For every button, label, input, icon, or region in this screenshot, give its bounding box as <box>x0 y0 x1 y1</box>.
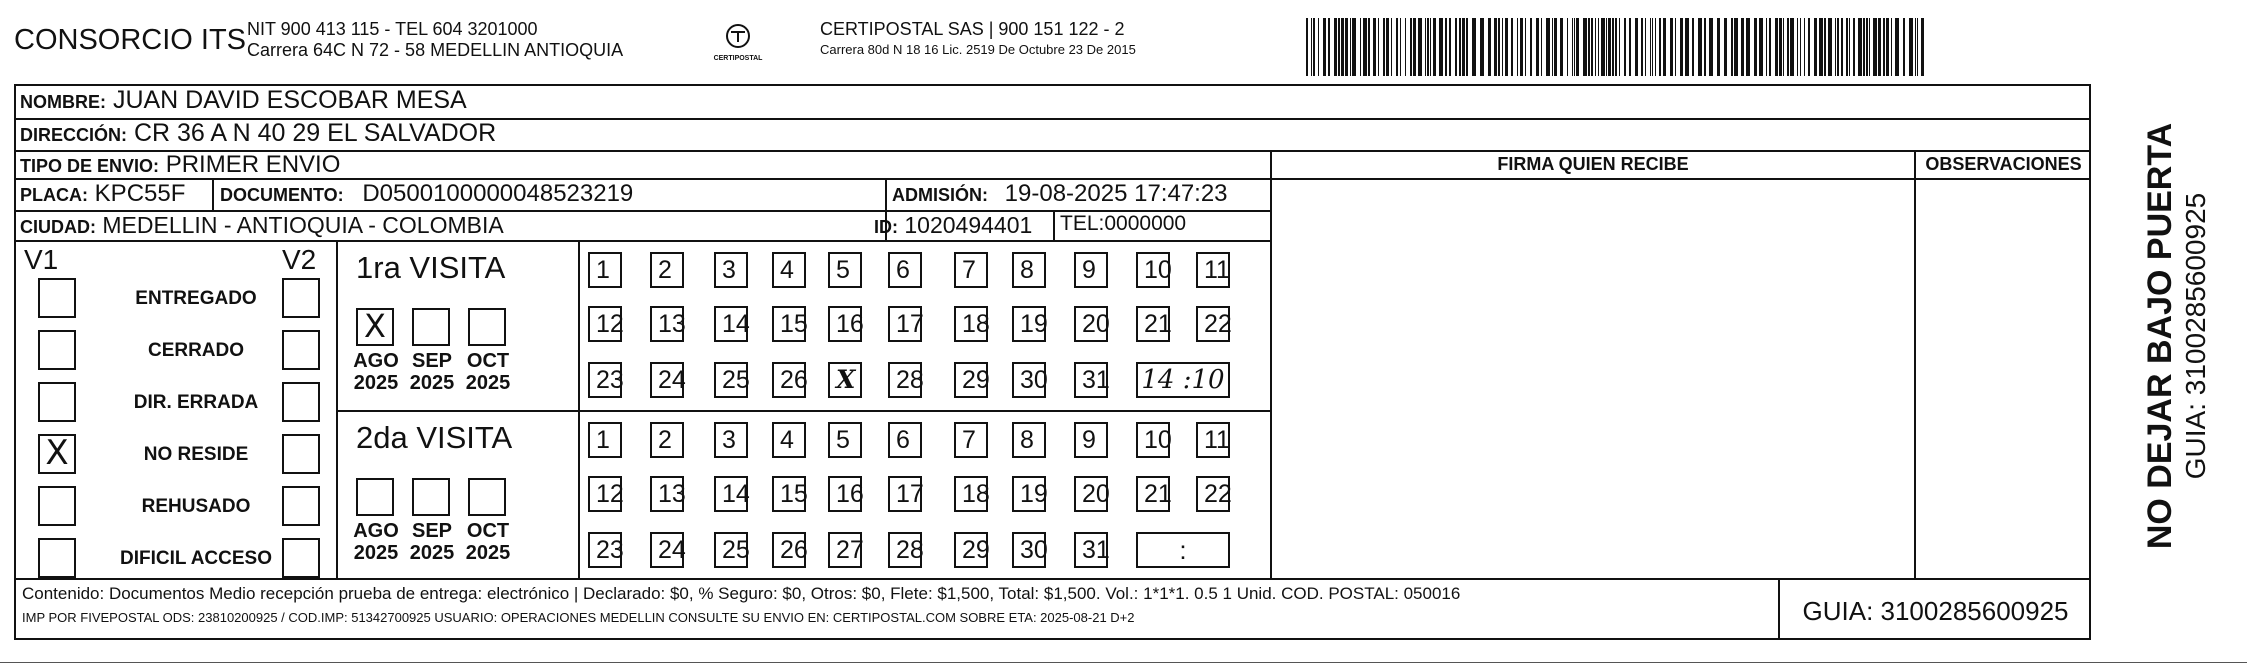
day-box[interactable]: 8 <box>1012 252 1046 288</box>
month-checkbox[interactable] <box>412 478 450 516</box>
day-box[interactable]: 11 <box>1196 422 1230 458</box>
day-box[interactable]: 13 <box>650 306 684 342</box>
status-label: ENTREGADO <box>135 288 257 309</box>
day-box[interactable]: 4 <box>772 422 806 458</box>
day-box[interactable]: 23 <box>588 532 622 568</box>
ciudad-row <box>20 212 504 239</box>
day-box[interactable]: 16 <box>828 476 862 512</box>
day-box[interactable]: 1 <box>588 252 622 288</box>
day-box[interactable]: 19 <box>1012 476 1046 512</box>
day-box[interactable]: 22 <box>1196 476 1230 512</box>
month-checkbox[interactable]: X <box>356 308 394 346</box>
barcode <box>1306 18 1936 76</box>
admision-value: 19-08-2025 17:47:23 <box>1004 180 1228 207</box>
month-year: 2025 <box>353 372 399 394</box>
visit-title: 2da VISITA <box>356 420 513 455</box>
v2-label: V2 <box>282 244 317 275</box>
day-box[interactable]: 23 <box>588 362 622 398</box>
tipo-label: TIPO DE ENVIO: <box>20 156 160 176</box>
day-box[interactable]: 2 <box>650 422 684 458</box>
v1-checkbox[interactable] <box>38 538 76 578</box>
day-box[interactable]: 27 <box>828 532 862 568</box>
month-name: OCT <box>466 350 510 372</box>
tel-value: 0000000 <box>1104 212 1187 235</box>
day-box[interactable]: 6 <box>888 422 922 458</box>
day-box[interactable]: 30 <box>1012 532 1046 568</box>
day-box[interactable]: 12 <box>588 476 622 512</box>
day-box[interactable]: 14 <box>714 476 748 512</box>
day-box[interactable]: 1 <box>588 422 622 458</box>
status-label: NO RESIDE <box>143 444 249 465</box>
no-dejar-bajo-puerta: NO DEJAR BAJO PUERTA <box>2141 122 2179 550</box>
month-checkbox[interactable] <box>356 478 394 516</box>
day-box[interactable]: 20 <box>1074 476 1108 512</box>
day-box[interactable]: 31 <box>1074 532 1108 568</box>
direccion-value: CR 36 A N 40 29 EL SALVADOR <box>133 119 497 147</box>
tipo-value: PRIMER ENVIO <box>165 151 341 178</box>
day-box[interactable]: 17 <box>888 306 922 342</box>
month-checkbox[interactable] <box>468 478 506 516</box>
visit-time-field[interactable]: 14 :10 <box>1136 362 1230 398</box>
v1-checkbox[interactable] <box>38 278 76 318</box>
month-year: 2025 <box>409 542 455 564</box>
visit-time-field[interactable]: : <box>1136 532 1230 568</box>
day-box[interactable]: 29 <box>954 532 988 568</box>
month-name: OCT <box>466 520 510 542</box>
month-year: 2025 <box>353 542 399 564</box>
day-box[interactable]: 13 <box>650 476 684 512</box>
logo-icon <box>723 22 753 50</box>
day-box[interactable]: 8 <box>1012 422 1046 458</box>
tel-label: TEL: <box>1060 212 1105 235</box>
month-year: 2025 <box>409 372 455 394</box>
day-box[interactable]: 24 <box>650 532 684 568</box>
month-year: 2025 <box>465 372 511 394</box>
day-box[interactable]: 22 <box>1196 306 1230 342</box>
month-name: SEP <box>411 350 453 372</box>
month-name: AGO <box>353 520 399 542</box>
status-label: CERRADO <box>147 340 245 361</box>
day-box[interactable]: 3 <box>714 422 748 458</box>
id-label: ID: <box>874 217 898 237</box>
admision-row <box>892 180 1228 208</box>
day-box[interactable]: 18 <box>954 476 988 512</box>
carrier-logo <box>706 22 770 68</box>
month-name: SEP <box>411 520 453 542</box>
day-box[interactable]: 31 <box>1074 362 1108 398</box>
v2-checkbox[interactable] <box>282 330 320 370</box>
day-box[interactable]: 4 <box>772 252 806 288</box>
direccion-label: DIRECCIÓN: <box>20 125 127 145</box>
day-box[interactable]: 7 <box>954 252 988 288</box>
day-box[interactable]: 28 <box>888 362 922 398</box>
day-box[interactable]: 19 <box>1012 306 1046 342</box>
nombre-label: NOMBRE: <box>20 92 106 112</box>
v2-checkbox[interactable] <box>282 278 320 318</box>
day-box[interactable]: 3 <box>714 252 748 288</box>
placa-row <box>20 180 185 208</box>
day-box[interactable]: 2 <box>650 252 684 288</box>
nombre-row <box>20 86 467 115</box>
side-guia: GUIA: 3100285600925 <box>2180 192 2211 480</box>
carrier-name: CERTIPOSTAL SAS | 900 151 122 - 2 <box>820 19 1125 39</box>
footer-content: Contenido: Documentos Medio recepción prueba de entrega: electrónico | Declarado: $0, % Seguro: $0, Otros: $0, Flete: $1,500, Total: $1,500. Vol.: 1*1*1. 0.5 1 Unid. COD. POSTAL: 050016 <box>22 584 1461 603</box>
company-address: Carrera 64C N 72 - 58 MEDELLIN ANTIOQUIA <box>247 40 624 60</box>
firma-header: FIRMA QUIEN RECIBE <box>1497 154 1689 174</box>
observaciones-header: OBSERVACIONES <box>1925 154 2082 174</box>
placa-label: PLACA: <box>20 185 88 205</box>
day-box[interactable]: 9 <box>1074 422 1108 458</box>
status-label: DIR. ERRADA <box>133 392 259 413</box>
day-box[interactable]: 5 <box>828 422 862 458</box>
month-year: 2025 <box>465 542 511 564</box>
day-box[interactable]: 26 <box>772 362 806 398</box>
day-box[interactable]: 15 <box>772 476 806 512</box>
day-box[interactable]: 10 <box>1136 252 1170 288</box>
footer-print-info: IMP POR FIVEPOSTAL ODS: 23810200925 / COD.IMP: 51342700925 USUARIO: OPERACIONES MEDELLIN CONSULTE SU ENVIO EN: CERTIPOSTAL.COM SOBRE ETA: 2025-08-21 D+2 <box>22 610 1135 625</box>
day-box[interactable]: 9 <box>1074 252 1108 288</box>
day-box[interactable]: 17 <box>888 476 922 512</box>
status-label: DIFICIL ACCESO <box>119 548 272 569</box>
footer-guia: GUIA: 3100285600925 <box>1802 596 2069 626</box>
day-box[interactable]: 10 <box>1136 422 1170 458</box>
day-box[interactable]: 5 <box>828 252 862 288</box>
ciudad-value: MEDELLIN - ANTIOQUIA - COLOMBIA <box>102 212 504 238</box>
day-box[interactable]: 11 <box>1196 252 1230 288</box>
logo-text: CERTIPOSTAL <box>713 55 763 62</box>
status-label: REHUSADO <box>141 496 251 517</box>
visit-title: 1ra VISITA <box>356 250 506 285</box>
carrier-license: Carrera 80d N 18 16 Lic. 2519 De Octubre 23 De 2015 <box>820 42 1136 57</box>
documento-value: D0500100000048523219 <box>362 180 634 207</box>
v1-checkbox[interactable] <box>38 486 76 526</box>
day-box[interactable]: 21 <box>1136 306 1170 342</box>
v1-checkbox[interactable]: X <box>38 434 76 474</box>
v2-checkbox[interactable] <box>282 538 320 578</box>
month-checkbox[interactable] <box>468 308 506 346</box>
nombre-value: JUAN DAVID ESCOBAR MESA <box>112 86 467 114</box>
documento-row <box>220 180 633 208</box>
tel-row <box>1060 212 1186 236</box>
month-name: AGO <box>353 350 399 372</box>
ciudad-label: CIUDAD: <box>20 217 96 237</box>
placa-value: KPC55F <box>94 180 186 207</box>
day-box[interactable]: 7 <box>954 422 988 458</box>
day-box[interactable]: 12 <box>588 306 622 342</box>
day-box[interactable]: 21 <box>1136 476 1170 512</box>
v1-checkbox[interactable] <box>38 382 76 422</box>
documento-label: DOCUMENTO: <box>220 185 344 205</box>
day-box[interactable]: 15 <box>772 306 806 342</box>
day-box[interactable]: 26 <box>772 532 806 568</box>
day-box[interactable]: 25 <box>714 362 748 398</box>
month-checkbox[interactable] <box>412 308 450 346</box>
company-nit: NIT 900 413 115 - TEL 604 3201000 <box>247 19 538 39</box>
v1-checkbox[interactable] <box>38 330 76 370</box>
v2-checkbox[interactable] <box>282 434 320 474</box>
day-box[interactable]: 29 <box>954 362 988 398</box>
company-name: CONSORCIO ITS <box>14 24 247 56</box>
day-box[interactable]: 18 <box>954 306 988 342</box>
v2-checkbox[interactable] <box>282 486 320 526</box>
day-box[interactable]: 30 <box>1012 362 1046 398</box>
tipo-row <box>20 151 340 179</box>
day-box[interactable]: 14 <box>714 306 748 342</box>
day-box[interactable]: 20 <box>1074 306 1108 342</box>
v2-checkbox[interactable] <box>282 382 320 422</box>
id-value: 1020494401 <box>904 212 1033 238</box>
day-box[interactable]: X <box>828 362 862 398</box>
day-box[interactable]: 24 <box>650 362 684 398</box>
v1-label: V1 <box>24 244 59 275</box>
admision-label: ADMISIÓN: <box>892 185 988 205</box>
day-box[interactable]: 6 <box>888 252 922 288</box>
id-row <box>874 212 1032 239</box>
day-box[interactable]: 16 <box>828 306 862 342</box>
direccion-row <box>20 119 496 148</box>
day-box[interactable]: 28 <box>888 532 922 568</box>
day-box[interactable]: 25 <box>714 532 748 568</box>
scan-edge <box>0 662 2247 663</box>
